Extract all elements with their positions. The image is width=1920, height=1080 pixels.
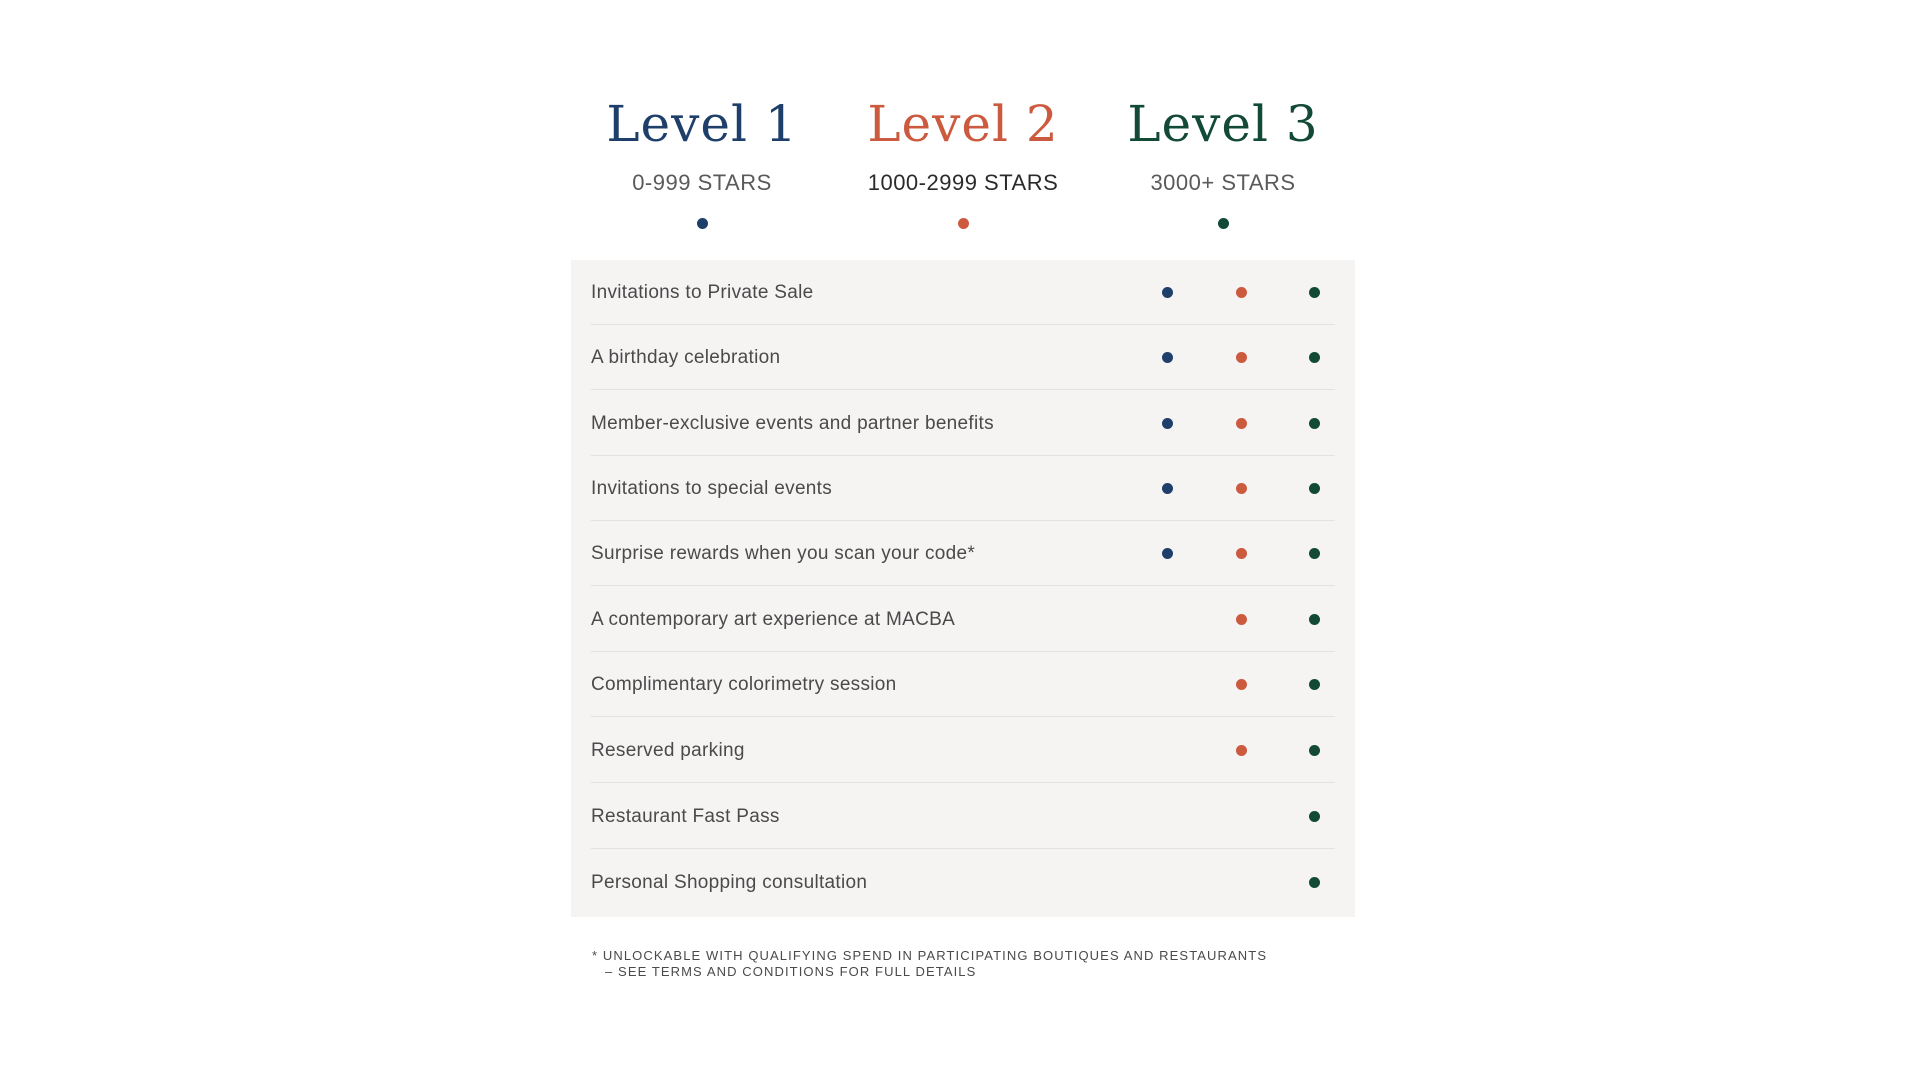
level-1-dot-icon [1162,352,1173,363]
footnote-line-2: – SEE TERMS AND CONDITIONS FOR FULL DETAILS [605,964,977,979]
benefit-row [591,850,1335,915]
benefit-label: Invitations to Private Sale [591,282,814,303]
benefit-label: Invitations to special events [591,478,833,499]
level-headers [572,92,1356,242]
level-3-range: 3000+ STARS [1150,170,1296,195]
level-2-dot-icon [1236,614,1247,625]
level-3-dot-icon [1309,548,1320,559]
level-1-dot-icon [1162,287,1173,298]
benefits-table [571,260,1355,917]
level-1-title: Level 1 [606,95,798,153]
level-3-header [1103,92,1343,229]
level-3-dot-icon [1309,352,1320,363]
level-2-dot-icon [1236,483,1247,494]
footnote-line-1: * UNLOCKABLE WITH QUALIFYING SPEND IN PARTICIPATING BOUTIQUES AND RESTAURANTS [592,948,1268,963]
level-2-dot-icon [1236,418,1247,429]
level-2-dot-icon [1236,548,1247,559]
footnote [592,948,1267,980]
level-3-dot-icon [1309,877,1320,888]
benefit-row [591,325,1335,390]
benefit-row [591,521,1335,586]
level-1-dot-icon [1162,548,1173,559]
benefit-label: Member-exclusive events and partner benefits [591,413,994,434]
benefit-label: A birthday celebration [591,347,781,368]
benefit-label: Surprise rewards when you scan your code* [591,543,976,564]
level-2-header [843,92,1083,229]
level-2-dot-icon [1236,287,1247,298]
benefit-row [591,391,1335,456]
benefit-label: Complimentary colorimetry session [591,674,897,695]
level-1-dot-icon [1162,418,1173,429]
benefit-label: Restaurant Fast Pass [591,806,780,827]
level-2-dot-icon [1236,745,1247,756]
level-1-range: 0-999 STARS [632,170,772,195]
level-3-dot-icon [1309,418,1320,429]
level-2-dot-icon [1236,352,1247,363]
level-2-dot-icon [1236,679,1247,690]
benefit-row [591,587,1335,652]
level-3-title: Level 3 [1127,95,1319,153]
level-3-dot-icon [1309,679,1320,690]
level-1-dot-icon [697,218,708,229]
level-1-header [582,92,822,229]
level-3-dot-icon [1218,218,1229,229]
level-2-dot-icon [958,218,969,229]
level-1-dot-icon [1162,483,1173,494]
level-3-dot-icon [1309,483,1320,494]
benefit-row [591,456,1335,521]
benefit-row [591,718,1335,783]
level-2-range: 1000-2999 STARS [867,170,1059,195]
benefit-label: Personal Shopping consultation [591,872,868,893]
level-3-dot-icon [1309,811,1320,822]
level-3-dot-icon [1309,287,1320,298]
level-3-dot-icon [1309,614,1320,625]
level-3-dot-icon [1309,745,1320,756]
benefit-row [591,784,1335,849]
level-2-title: Level 2 [867,95,1059,153]
benefit-row [591,652,1335,717]
benefit-label: Reserved parking [591,740,745,761]
benefit-row [591,260,1335,325]
benefit-label: A contemporary art experience at MACBA [591,609,956,630]
